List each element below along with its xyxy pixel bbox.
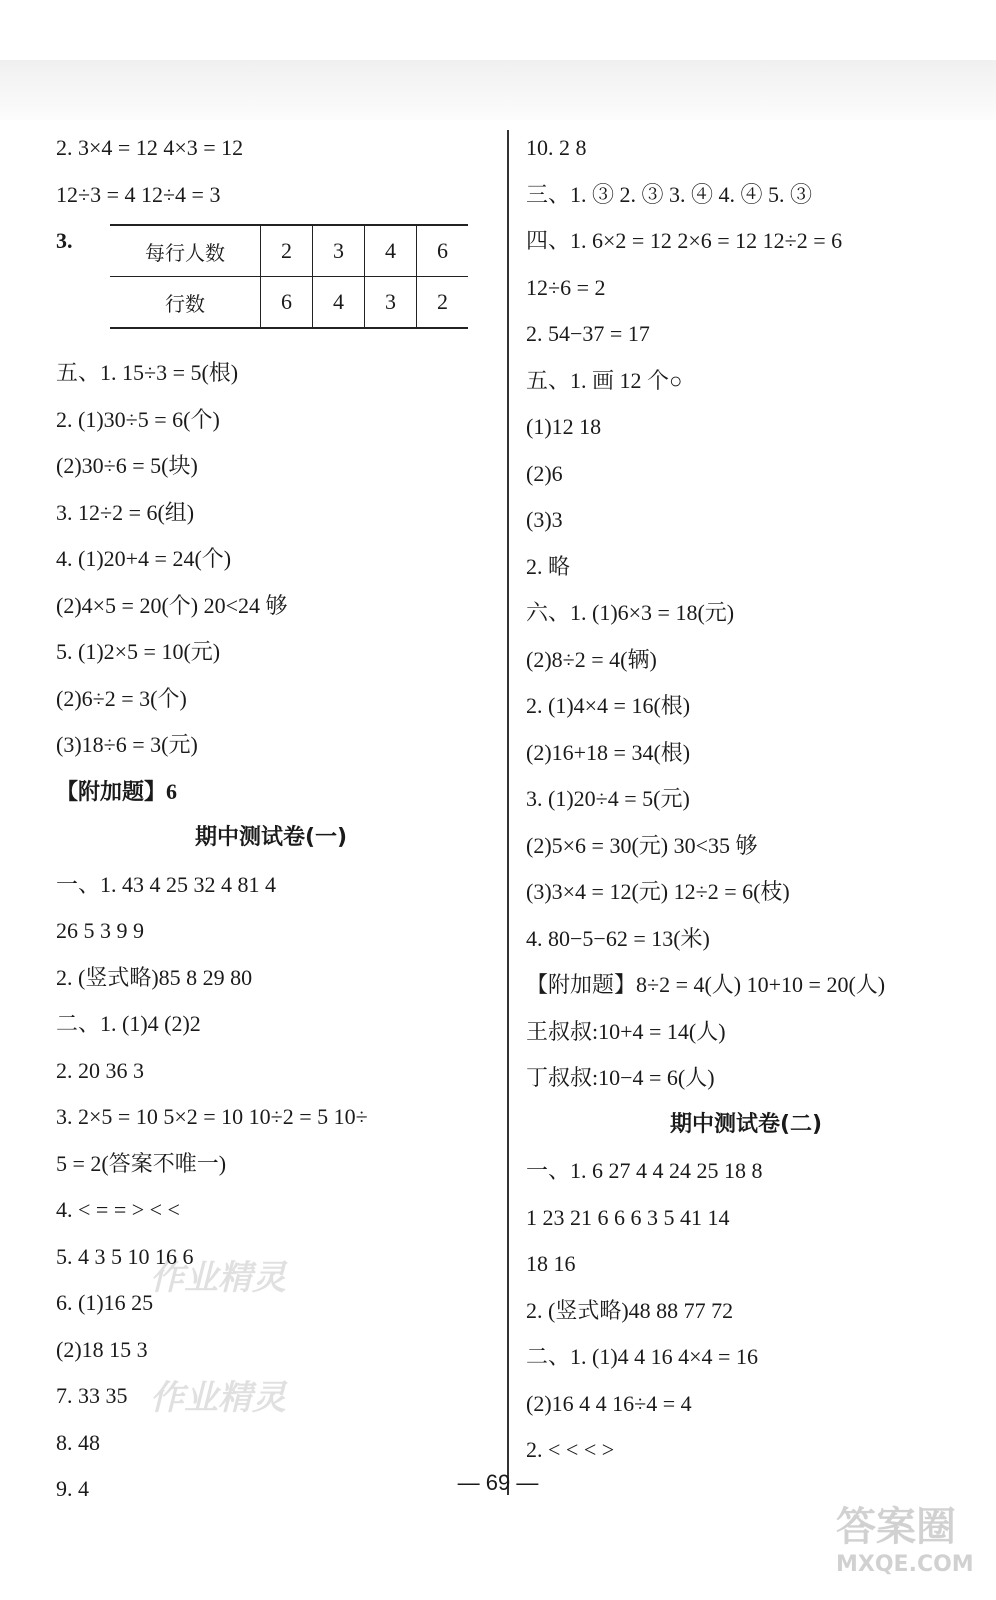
answer-line: 王叔叔:10+4 = 14(人) <box>526 1018 726 1044</box>
page-number: — 69 — <box>457 1470 539 1495</box>
answer-line: 4. (1)20+4 = 24(个) <box>56 546 232 571</box>
question-3-label: 3. <box>56 228 73 253</box>
answer-line: (2)16+18 = 34(根) <box>526 739 691 765</box>
answer-line: 二、1. (1)4 4 16 4×4 = 16 <box>526 1344 758 1369</box>
answer-line: 12÷6 = 2 <box>526 274 606 300</box>
table-row <box>110 277 468 329</box>
table-cell: 4 <box>365 225 417 277</box>
answer-line: (2)16 4 4 16÷4 = 4 <box>526 1390 692 1416</box>
answer-line: 4. 80−5−62 = 13(米) <box>526 925 710 951</box>
left-column <box>56 125 486 1513</box>
answer-line: 12÷3 = 4 12÷4 = 3 <box>56 181 221 207</box>
bonus-answer-line: 【附加题】8÷2 = 4(人) 10+10 = 20(人) <box>526 972 886 997</box>
table-cell: 3 <box>365 277 417 329</box>
watermark-text: 作业精灵 <box>150 1378 286 1418</box>
answer-line: 10. 2 8 <box>526 135 587 160</box>
answer-line: 3. 2×5 = 10 5×2 = 10 10÷2 = 5 10÷ <box>56 1104 368 1129</box>
table-cell: 2 <box>261 225 313 277</box>
section-heading: 期中测试卷(一) <box>194 825 348 850</box>
answer-line: 7. 33 35 <box>56 1383 128 1408</box>
section-heading: 期中测试卷(二) <box>669 1111 823 1137</box>
answer-line: 2. 3×4 = 12 4×3 = 12 <box>56 135 244 160</box>
answer-line: 四、1. 6×2 = 12 2×6 = 12 12÷2 = 6 <box>526 228 843 253</box>
answer-line: 一、1. 43 4 25 32 4 81 4 <box>56 871 277 897</box>
answer-line: (2)4×5 = 20(个) 20<24 够 <box>56 592 288 618</box>
answer-line: 5 = 2(答案不唯一) <box>56 1150 227 1176</box>
answer-line: 9. 4 <box>56 1476 89 1501</box>
table-header-cell: 行数 <box>110 277 261 329</box>
column-divider <box>507 130 509 1495</box>
logo-url: MXQE.COM <box>836 1552 974 1577</box>
answer-line: (3)3 <box>526 507 563 532</box>
answer-line: 2. (竖式略)85 8 29 80 <box>56 964 253 990</box>
answer-line: 2. (竖式略)48 88 77 72 <box>526 1297 734 1323</box>
table-header-cell: 每行人数 <box>110 225 261 277</box>
answer-line: (2)18 15 3 <box>56 1336 148 1362</box>
table-cell: 2 <box>417 277 469 329</box>
answer-line: (2)6÷2 = 3(个) <box>56 685 187 711</box>
question-3-block <box>56 218 486 350</box>
answer-line: 2. (1)30÷5 = 6(个) <box>56 406 220 432</box>
table-cell: 4 <box>313 277 365 329</box>
answer-line: 二、1. (1)4 (2)2 <box>56 1011 201 1036</box>
answer-line: 三、1. ③ 2. ③ 3. ④ 4. ④ 5. ③ <box>526 181 813 207</box>
answer-line: (2)30÷6 = 5(块) <box>56 453 198 478</box>
answer-line: 5. (1)2×5 = 10(元) <box>56 639 221 664</box>
site-logo <box>836 1495 986 1590</box>
answer-line: 2. < < < > <box>526 1437 615 1462</box>
answer-line: 2. (1)4×4 = 16(根) <box>526 693 691 718</box>
table-cell: 6 <box>417 225 469 277</box>
watermark-text: 作业精灵 <box>150 1258 286 1298</box>
answer-line: 3. (1)20÷4 = 5(元) <box>526 786 690 811</box>
answer-line: 五、1. 画 12 个○ <box>526 367 683 393</box>
answer-line: 6. (1)16 25 <box>56 1290 154 1315</box>
answer-line: 5. 4 3 5 10 16 6 <box>56 1243 194 1269</box>
answer-line: (3)18÷6 = 3(元) <box>56 732 198 757</box>
answer-line: 8. 48 <box>56 1429 100 1455</box>
logo-mark: 答案圈 <box>836 1504 956 1550</box>
answer-line: 1 23 21 6 6 6 3 5 41 14 <box>526 1204 730 1230</box>
table-cell: 3 <box>313 225 365 277</box>
bonus-answer-line: 【附加题】6 <box>56 778 178 804</box>
answer-line: 4. < = = > < < <box>56 1197 180 1222</box>
answer-line: (1)12 18 <box>526 414 602 439</box>
table-cell: 6 <box>261 277 313 329</box>
table-row <box>110 225 468 277</box>
scan-shadow-band <box>0 60 996 120</box>
rows-table <box>110 224 468 329</box>
answer-line: 一、1. 6 27 4 4 24 25 18 8 <box>526 1158 763 1183</box>
answer-line: 26 5 3 9 9 <box>56 918 144 943</box>
answer-line: (3)3×4 = 12(元) 12÷2 = 6(枝) <box>526 879 790 904</box>
answer-line: (2)5×6 = 30(元) 30<35 够 <box>526 832 758 858</box>
answer-line: 五、1. 15÷3 = 5(根) <box>56 360 239 385</box>
answer-line: 丁叔叔:10−4 = 6(人) <box>526 1065 715 1090</box>
answer-line: 18 16 <box>526 1251 576 1276</box>
answer-line: (2)8÷2 = 4(辆) <box>526 646 657 672</box>
right-column <box>526 125 966 1474</box>
answer-line: (2)6 <box>526 460 563 486</box>
answer-line: 2. 54−37 = 17 <box>526 321 650 346</box>
answer-line: 2. 略 <box>526 553 571 579</box>
answer-line: 3. 12÷2 = 6(组) <box>56 499 195 525</box>
answer-line: 六、1. (1)6×3 = 18(元) <box>526 600 735 625</box>
answer-line: 2. 20 36 3 <box>56 1057 144 1083</box>
